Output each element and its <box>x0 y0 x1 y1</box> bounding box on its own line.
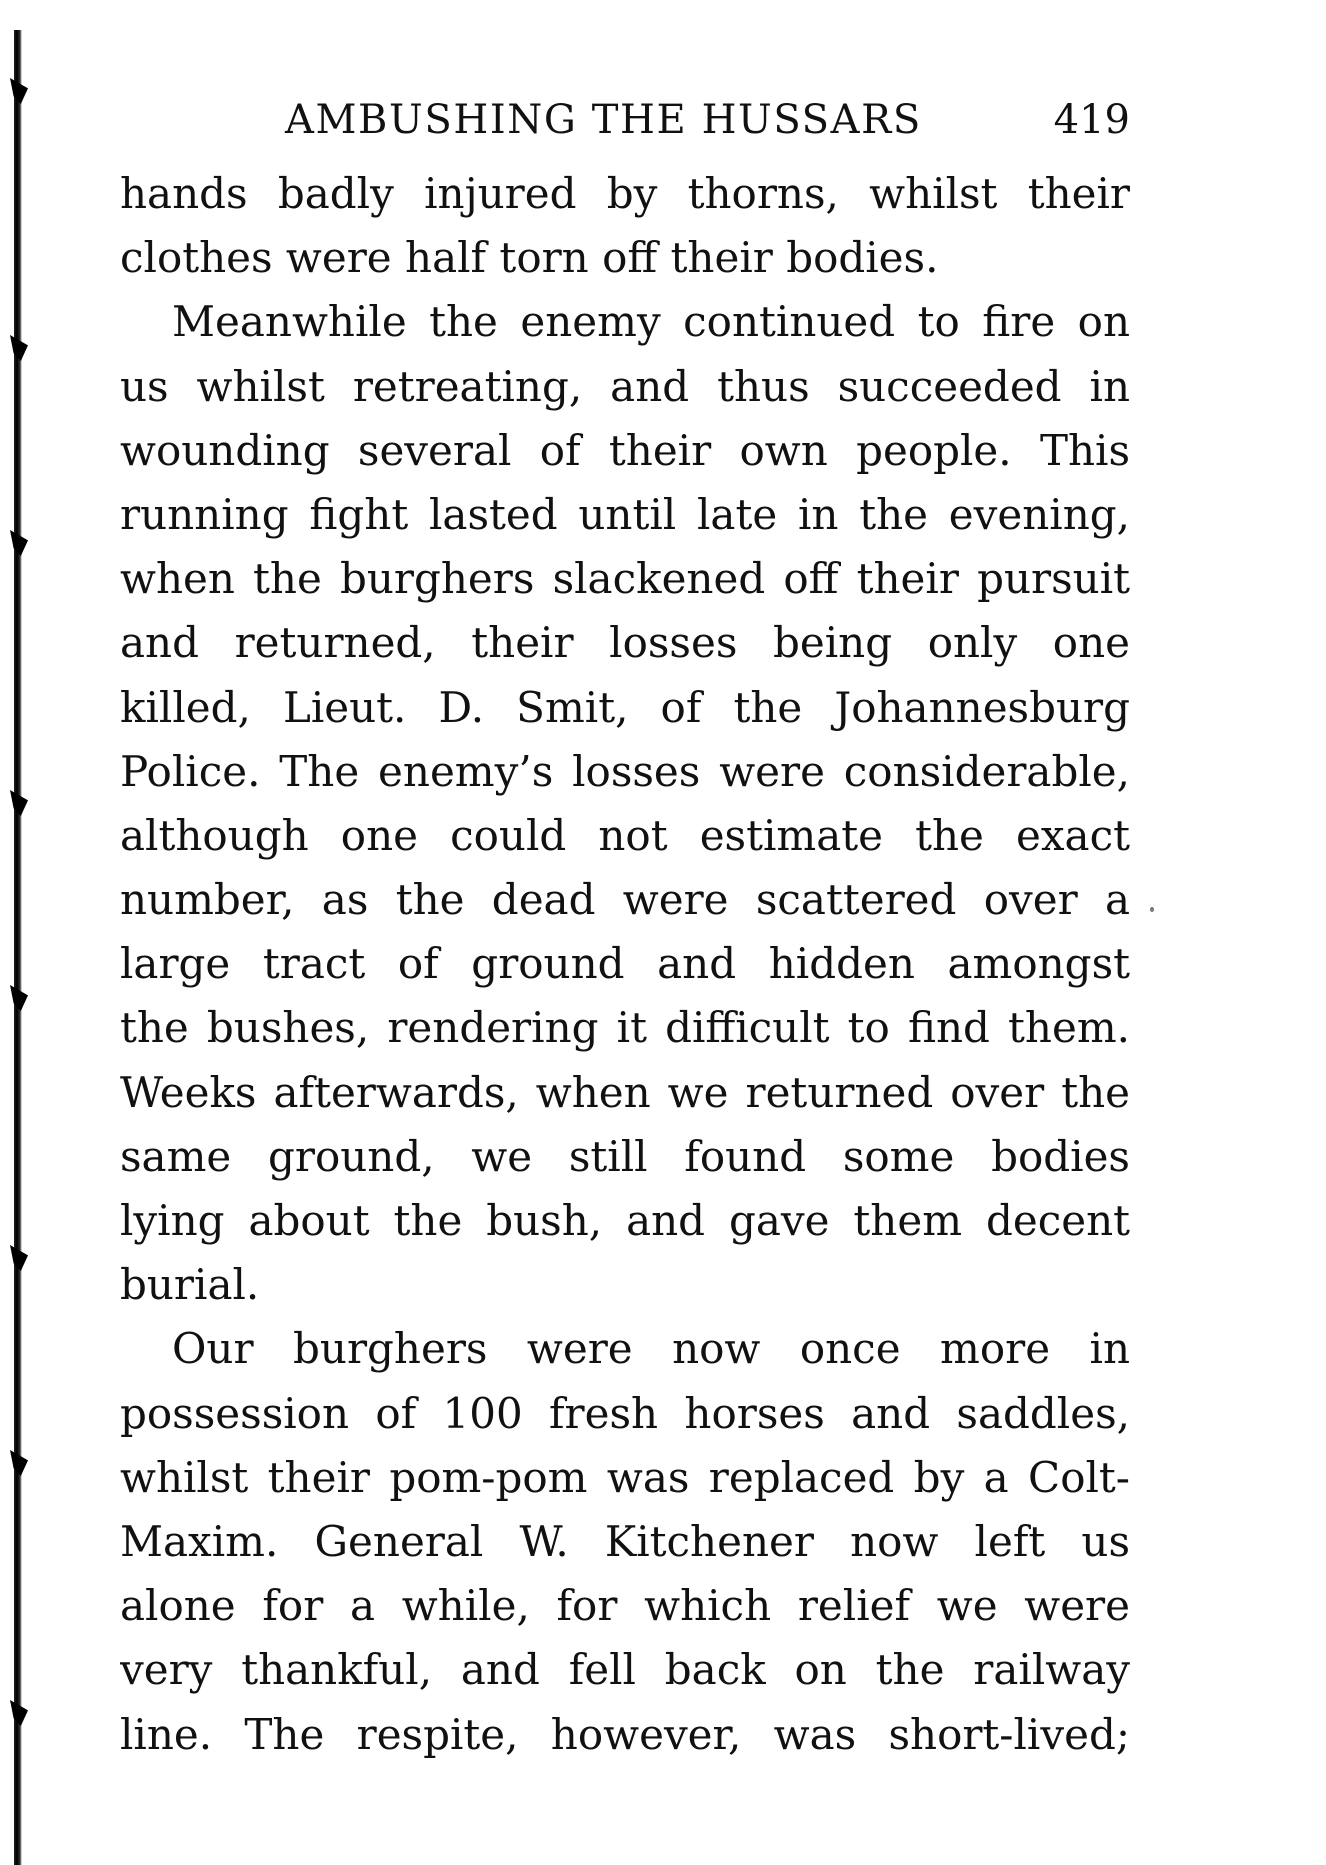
text-line: number, as the dead were scattered over a <box>120 875 1130 925</box>
text-line: possession of 100 fresh horses and saddles, <box>120 1388 1130 1438</box>
page-header <box>120 92 1130 148</box>
text-line: wounding several of their own people. This <box>120 425 1130 475</box>
text-line: Police. The enemy’s losses were considerable, <box>120 746 1130 796</box>
text-line: burial. <box>120 1260 260 1310</box>
text-line: when the burghers slackened off their pursuit <box>120 554 1130 604</box>
stray-ink-mark <box>1150 907 1154 912</box>
text-line: Weeks afterwards, when we returned over the <box>120 1067 1130 1117</box>
text-line: Maxim. General W. Kitchener now left us <box>120 1516 1130 1566</box>
text-line: and returned, their losses being only one <box>120 618 1130 668</box>
text-line: the bushes, rendering it difficult to find them. <box>120 1003 1130 1053</box>
text-line: same ground, we still found some bodies <box>120 1131 1130 1181</box>
text-line: line. The respite, however, was short-lived; <box>120 1709 1130 1759</box>
text-line: hands badly injured by thorns, whilst their <box>120 169 1130 218</box>
page-binding-edge <box>14 30 22 1865</box>
body-text <box>120 162 1130 1767</box>
text-line: alone for a while, for which relief we were <box>120 1581 1130 1631</box>
text-line: Our burghers were now once more in <box>172 1324 1130 1374</box>
running-title: AMBUSHING THE HUSSARS <box>285 97 922 143</box>
text-line: running fight lasted until late in the evening, <box>120 489 1130 539</box>
text-line: although one could not estimate the exact <box>120 810 1130 860</box>
text-line: whilst their pom-pom was replaced by a Colt- <box>120 1452 1130 1502</box>
text-line: large tract of ground and hidden amongst <box>120 939 1130 989</box>
text-line: lying about the bush, and gave them decent <box>120 1196 1130 1245</box>
text-line: us whilst retreating, and thus succeeded in <box>120 361 1130 411</box>
page-number: 419 <box>1053 97 1130 143</box>
text-line: Meanwhile the enemy continued to fire on <box>172 297 1130 347</box>
text-line: very thankful, and fell back on the railway <box>120 1645 1130 1695</box>
text-line: killed, Lieut. D. Smit, of the Johannesburg <box>120 682 1130 732</box>
text-line: clothes were half torn off their bodies. <box>120 233 939 283</box>
